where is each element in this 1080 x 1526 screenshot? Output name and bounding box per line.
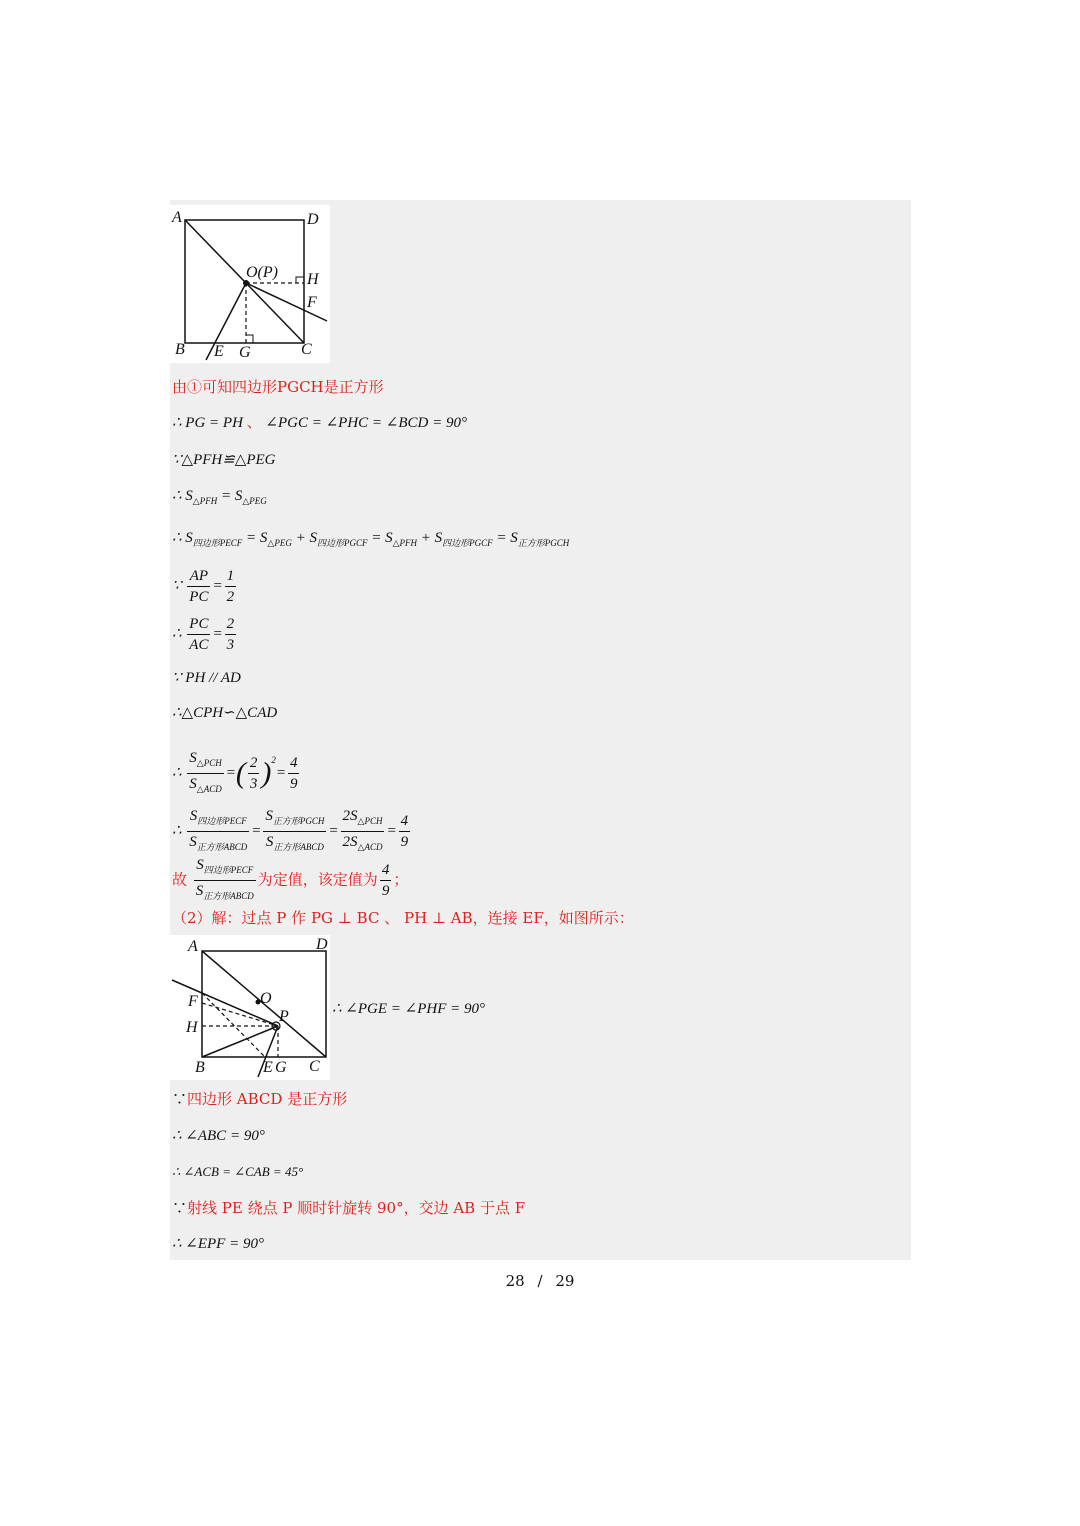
text-separator: 、 xyxy=(242,415,266,431)
label-e-2: E xyxy=(263,1059,273,1076)
page-total: 29 xyxy=(555,1272,575,1290)
figure-square-1 xyxy=(170,205,330,363)
line-7: ∴ $\frac{PC}{AC}$ = $\frac{2}{3}$ xyxy=(172,616,235,653)
label-op: O(P) xyxy=(246,264,278,281)
line-6: ∵ $\frac{AP}{PC}$ = $\frac{1}{2}$ xyxy=(172,568,235,605)
label-a: A xyxy=(172,209,182,226)
label-p-2: P xyxy=(279,1008,289,1025)
page-separator: / xyxy=(537,1272,543,1290)
label-c-2: C xyxy=(309,1058,320,1075)
label-b: B xyxy=(175,341,185,358)
line-18: ∵射线 PE 绕点 P 顺时针旋转 90°，交边 AB 于点 F xyxy=(172,1199,526,1217)
label-h-2: H xyxy=(186,1019,198,1036)
label-o-2: O xyxy=(260,990,272,1007)
line-8: ∵ PH // AD xyxy=(172,670,241,686)
line-10: ∴ $\frac{S_{\triangle PCH}}{S_{\triangle ACD}}$ =( $\frac{2}{3}$ )$^2$= $\frac{4}{9}$ xyxy=(172,750,298,794)
line-12: 故 $\frac{S_{四边形PECF}}{S_{正方形ABCD}}$ 为定值，该定值为 $\frac{4}{9}$ ； xyxy=(172,857,409,901)
line-9: ∴△CPH∽△CAD xyxy=(172,705,278,721)
page-number xyxy=(0,1272,1080,1290)
line-5: ∴ $S_{四边形PECF} = S_{\triangle PEG} + S_{四边形PGCF} = S_{\triangle PFH} + S_{四边形PGCF} = S_{正方形PGCH}$ xyxy=(172,530,570,548)
label-e: E xyxy=(214,343,224,360)
label-c: C xyxy=(301,341,312,358)
page-current: 28 xyxy=(505,1272,525,1290)
label-h: H xyxy=(307,271,319,288)
line-1: 由①可知四边形PGCH是正方形 xyxy=(172,378,384,396)
line-17: ∴ ∠ACB = ∠CAB = 45° xyxy=(172,1164,304,1179)
line-14: ∴ ∠PGE = ∠PHF = 90° xyxy=(332,1001,485,1017)
line-4: ∴ $S_{\triangle PFH} = S_{\triangle PEG}$ xyxy=(172,488,267,506)
line-16: ∴ ∠ABC = 90° xyxy=(172,1128,265,1144)
line-19: ∴ ∠EPF = 90° xyxy=(172,1236,264,1252)
label-g: G xyxy=(239,344,251,361)
figure-square-2 xyxy=(170,935,330,1080)
text-angles: ∠PGC = ∠PHC = ∠BCD = 90° xyxy=(265,415,467,431)
label-d: D xyxy=(307,211,319,228)
label-g-2: G xyxy=(275,1059,287,1076)
label-f-2: F xyxy=(188,993,198,1010)
label-a-2: A xyxy=(188,938,198,955)
label-f: F xyxy=(307,294,317,311)
line-2 xyxy=(172,413,467,433)
label-d-2: D xyxy=(316,936,328,953)
label-b-2: B xyxy=(195,1059,205,1076)
line-3: ∵△PFH≌△PEG xyxy=(172,452,276,468)
text-pg-ph: ∴ PG = PH xyxy=(172,415,243,431)
line-15: ∵四边形 ABCD 是正方形 xyxy=(172,1090,348,1108)
line-11: ∴ $\frac{S_{四边形PECF}}{S_{正方形ABCD}}$ = $\frac{S_{正方形PGCH}}{S_{正方形ABCD}}$ = $\frac{2S_{\triangle PCH}}{2S_{\triangle ACD}}$ = $\frac{4}{9}$ xyxy=(172,808,409,852)
line-13: （2）解：过点 P 作 PG ⊥ BC 、 PH ⊥ AB，连接 EF，如图所示： xyxy=(172,909,634,927)
